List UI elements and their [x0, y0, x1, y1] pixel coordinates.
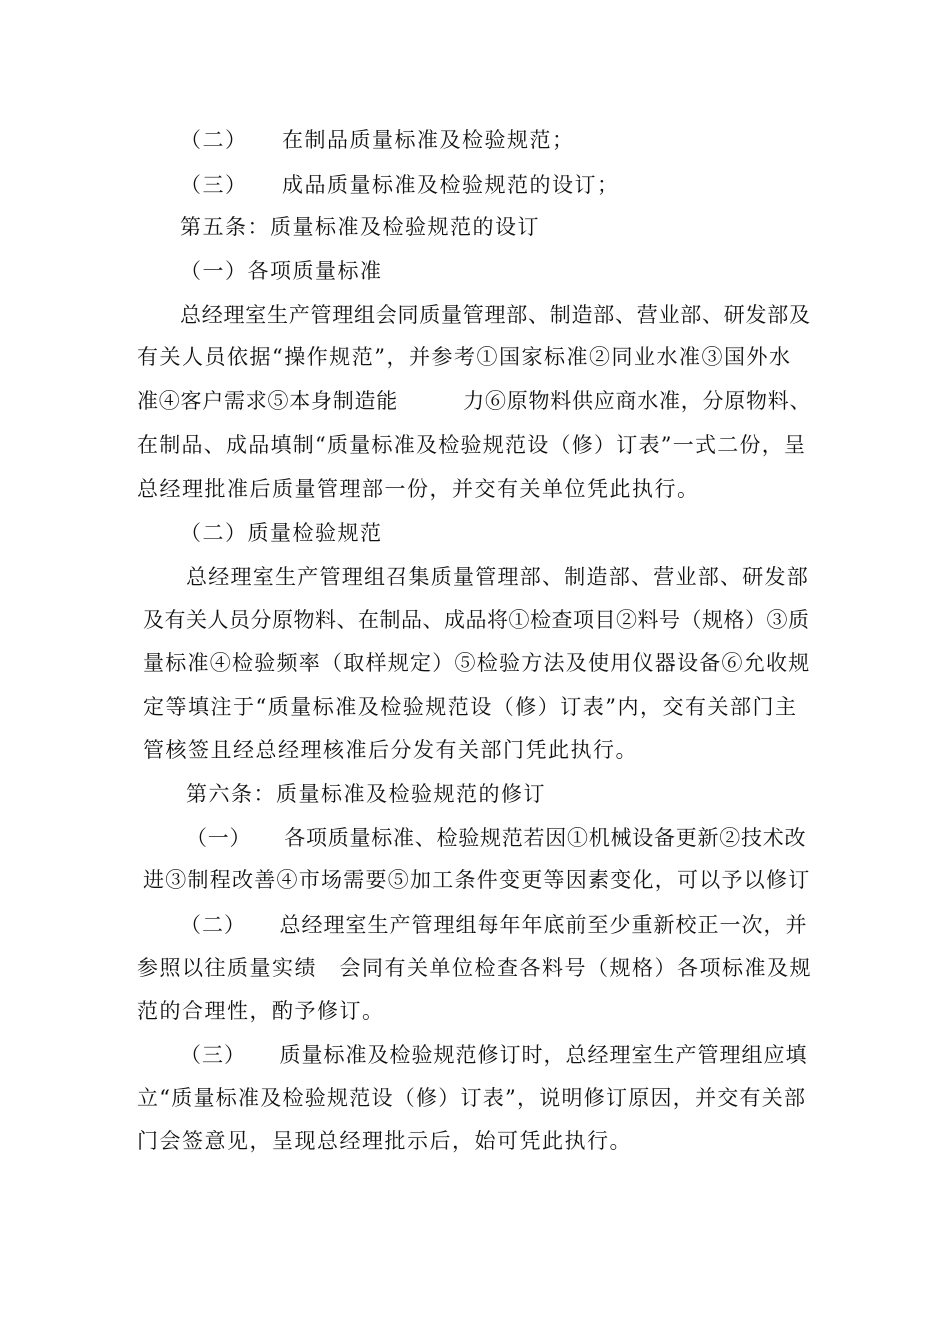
text-line: 及有关人员分原物料、在制品、成品将①检查项目②料号（规格）③质 — [143, 608, 810, 632]
text-line: 立“质量标准及检验规范设（修）订表”，说明修订原因，并交有关部 — [137, 1086, 807, 1110]
text-line: 门会签意见，呈现总经理批示后，始可凭此执行。 — [137, 1129, 632, 1153]
text-line: 参照以往质量实绩 会同有关单位检查各料号（规格）各项标准及规 — [137, 956, 812, 980]
text-line: 总经理室生产管理组召集质量管理部、制造部、营业部、研发部 — [186, 565, 809, 589]
text-line: 有关人员依据“操作规范”，并参考①国家标准②同业水准③国外水 — [137, 345, 792, 369]
text-line: 范的合理性，酌予修订。 — [137, 999, 385, 1023]
text-line: 定等填注于“质量标准及检验规范设（修）订表”内，交有关部门主 — [143, 695, 798, 719]
text-line: 进③制程改善④市场需要⑤加工条件变更等因素变化，可以予以修订 — [143, 868, 811, 892]
text-line: （二） 总经理室生产管理组每年年底前至少重新校正一次，并 — [180, 913, 808, 937]
text-line: （三） 成品质量标准及检验规范的设订； — [180, 173, 620, 197]
text-line: 总经理室生产管理组会同质量管理部、制造部、营业部、研发部及 — [180, 303, 811, 327]
text-line: （二） 在制品质量标准及检验规范； — [180, 128, 575, 152]
text-line: 准④客户需求⑤本身制造能 力⑥原物料供应商水准，分原物料、 — [137, 389, 812, 413]
text-line: 量标准④检验频率（取样规定）⑤检验方法及使用仪器设备⑥允收规 — [143, 651, 811, 675]
subsection-heading: （二）质量检验规范 — [180, 521, 383, 545]
text-line: 管核签且经总经理核准后分发有关部门凭此执行。 — [143, 738, 638, 762]
text-line: （三） 质量标准及检验规范修订时，总经理室生产管理组应填 — [180, 1043, 808, 1067]
section-heading: 第五条：质量标准及检验规范的设订 — [180, 215, 540, 239]
text-line: 在制品、成品填制“质量标准及检验规范设（修）订表”一式二份，呈 — [137, 433, 807, 457]
section-heading: 第六条：质量标准及检验规范的修订 — [186, 782, 546, 806]
subsection-heading: （一）各项质量标准 — [180, 259, 383, 283]
text-line: 总经理批准后质量管理部一份，并交有关单位凭此执行。 — [137, 477, 700, 501]
text-line: （一） 各项质量标准、检验规范若因①机械设备更新②技术改 — [186, 826, 807, 850]
